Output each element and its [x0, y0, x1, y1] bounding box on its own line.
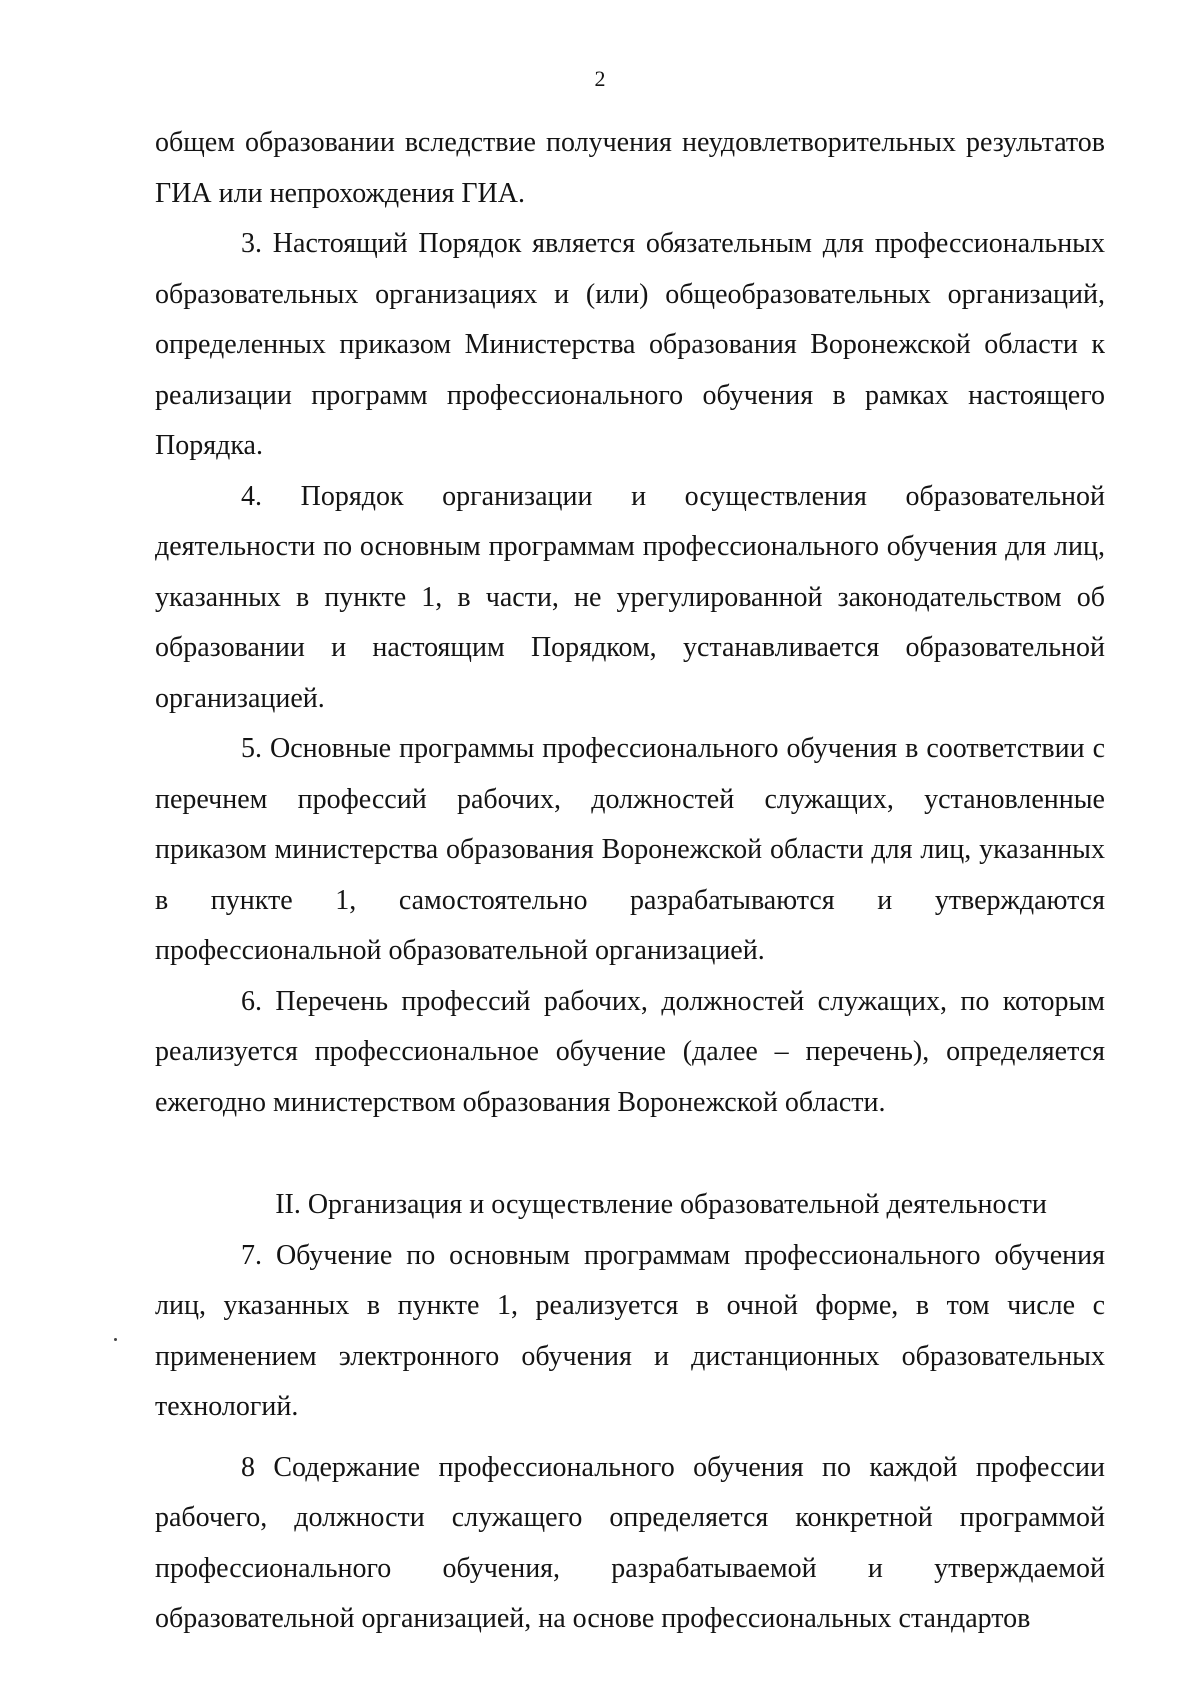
scan-speck	[114, 1338, 117, 1341]
paragraph-8: 8 Содержание профессионального обучения по каждой профессии рабочего, должности служащего определяется конкретной программой профессионального обучения, разрабатываемой и утверждаемой образовательной организацией, на основе профессиональных стандартов	[155, 1451, 1105, 1634]
document-body	[155, 118, 1105, 1645]
paragraph-7: 7. Обучение по основным программам профессионального обучения лиц, указанных в пункте 1, реализуется в очной форме, в том числе с применением электронного обучения и дистанционных образовательных технологий.	[155, 1239, 1105, 1422]
paragraph-6: 6. Перечень профессий рабочих, должностей служащих, по которым реализуется профессиональное обучение (далее – перечень), определяется ежегодно министерством образования Воронежской области.	[155, 985, 1105, 1118]
section-heading: II. Организация и осуществление образовательной деятельности	[275, 1189, 1047, 1220]
paragraph-continuation: общем образовании вследствие получения неудовлетворительных результатов ГИА или непрохождения ГИА.	[155, 127, 1105, 209]
paragraph-4: 4. Порядок организации и осуществления образовательной деятельности по основным программам профессионального обучения для лиц, указанных в пункте 1, в части, не урегулированной законодательством об образовании и настоящим Порядком, устанавливается образовательной организацией.	[155, 480, 1105, 714]
paragraph-5: 5. Основные программы профессионального обучения в соответствии с перечнем профессий рабочих, должностей служащих, установленные приказом министерства образования Воронежской области для лиц, указанных в пункте 1, самостоятельно разрабатываются и утверждаются профессиональной образовательной организацией.	[155, 733, 1105, 966]
page-number: 2	[594, 66, 606, 91]
paragraph-3: 3. Настоящий Порядок является обязательным для профессиональных образовательных организациях и (или) общеобразовательных организаций, определенных приказом Министерства образования Воронежской области к реализации программ профессионального обучения в рамках настоящего Порядка.	[155, 228, 1105, 461]
